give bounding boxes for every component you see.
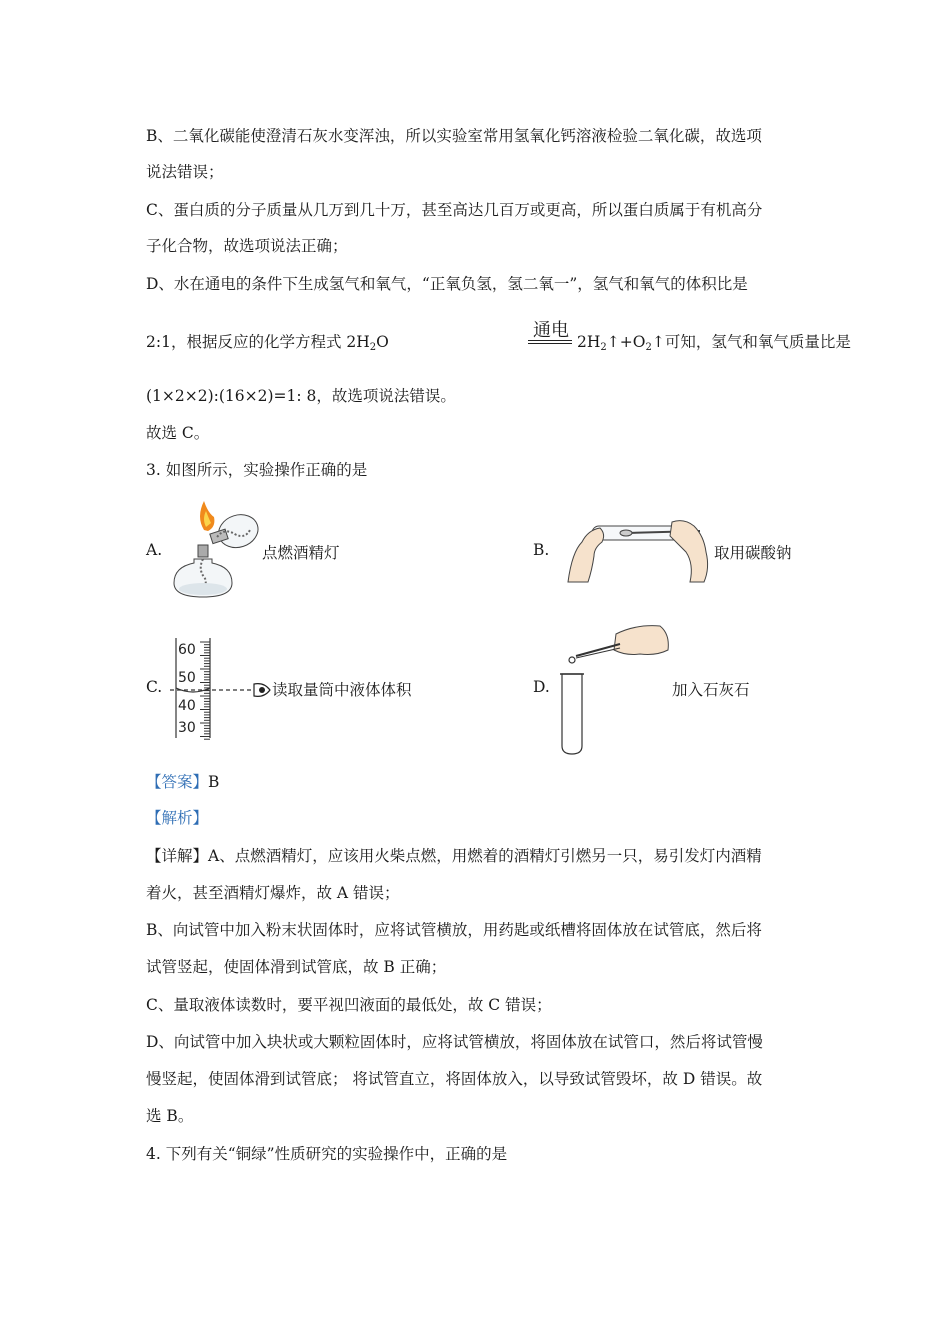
text-line: 子化合物，故选项说法正确；: [146, 237, 348, 255]
equation-part: 2H: [577, 333, 601, 351]
tick-label: 30: [178, 720, 196, 736]
answer-tag: 【答案】: [146, 773, 209, 791]
text-line: 选 B。: [146, 1107, 194, 1125]
option-c-letter: C.: [146, 678, 163, 696]
equation-part: O: [376, 333, 389, 351]
text-line: C、量取液体读数时，要平视凹液面的最低处，故 C 错误；: [146, 996, 552, 1014]
option-d-letter: D.: [533, 678, 550, 696]
text-line: 【详解】A、点燃酒精灯，应该用火柴点燃，用燃着的酒精灯引燃另一只，易引发灯内酒精: [146, 847, 762, 865]
text-line: 着火，甚至酒精灯爆炸，故 A 错误；: [146, 884, 400, 902]
text-line: (1×2×2):(16×2)=1: 8，故选项说法错误。: [146, 387, 456, 405]
question-4: 4. 下列有关“铜绿”性质研究的实验操作中，正确的是: [146, 1145, 508, 1163]
answer-value: B: [208, 773, 220, 791]
subscript: 2: [369, 342, 377, 353]
text-line: D、水在通电的条件下生成氢气和氧气，“正氧负氢，氢二氧一”，氢气和氧气的体积比是: [146, 275, 748, 293]
question-3: 3. 如图所示，实验操作正确的是: [146, 461, 368, 479]
option-a-letter: A.: [146, 541, 163, 559]
text-line: D、向试管中加入块状或大颗粒固体时，应将试管横放，将固体放在试管口，然后将试管慢: [146, 1033, 763, 1051]
option-b-letter: B.: [533, 541, 550, 559]
option-d-text: 加入石灰石: [672, 681, 750, 699]
text-line: C、蛋白质的分子质量从几万到几十万，甚至高达几百万或更高，所以蛋白质属于有机高分: [146, 201, 763, 219]
equation-part: ↑+O: [606, 333, 646, 351]
text-line: 慢竖起，使固体滑到试管底； 将试管直立，将固体放入，以导致试管毁坏，故 D 错误。故: [146, 1070, 763, 1088]
option-a-text: 点燃酒精灯: [262, 544, 340, 562]
alcohol-lamp-illustration: [166, 497, 266, 603]
tongs-test-tube-illustration: [556, 620, 676, 758]
equation-bar-top: [528, 340, 572, 341]
text-line: B、向试管中加入粉末状固体时，应将试管横放，用药匙或纸槽将固体放在试管底，然后将: [146, 921, 762, 939]
equation-suffix: ↑可知，氢气和氧气质量比是: [651, 333, 851, 351]
analysis-tag: 【解析】: [146, 809, 209, 827]
reaction-condition: 通电: [533, 320, 569, 341]
test-tube-hands-illustration: [566, 512, 716, 584]
option-c-text: 读取量筒中液体体积: [272, 681, 412, 699]
tick-label: 60: [178, 642, 196, 658]
text-line: 故选 C。: [146, 424, 210, 442]
equation-bar-bottom: [528, 343, 572, 344]
chemical-equation: [146, 316, 851, 360]
tick-label: 40: [178, 698, 196, 714]
answer-line: [146, 772, 219, 792]
text-line: 说法错误；: [146, 163, 224, 181]
text-line: B、二氧化碳能使澄清石灰水变浑浊，所以实验室常用氢氧化钙溶液检验二氧化碳，故选项: [146, 127, 762, 145]
tick-label: 50: [178, 670, 196, 686]
graduated-cylinder-illustration: [170, 636, 274, 740]
option-b-text: 取用碳酸钠: [714, 544, 792, 562]
subscript: 2: [645, 342, 652, 353]
text-line: 试管竖起，使固体滑到试管底，故 B 正确；: [146, 958, 447, 976]
subscript: 2: [600, 342, 607, 353]
equation-prefix: 2:1，根据反应的化学方程式 2H: [146, 333, 370, 351]
